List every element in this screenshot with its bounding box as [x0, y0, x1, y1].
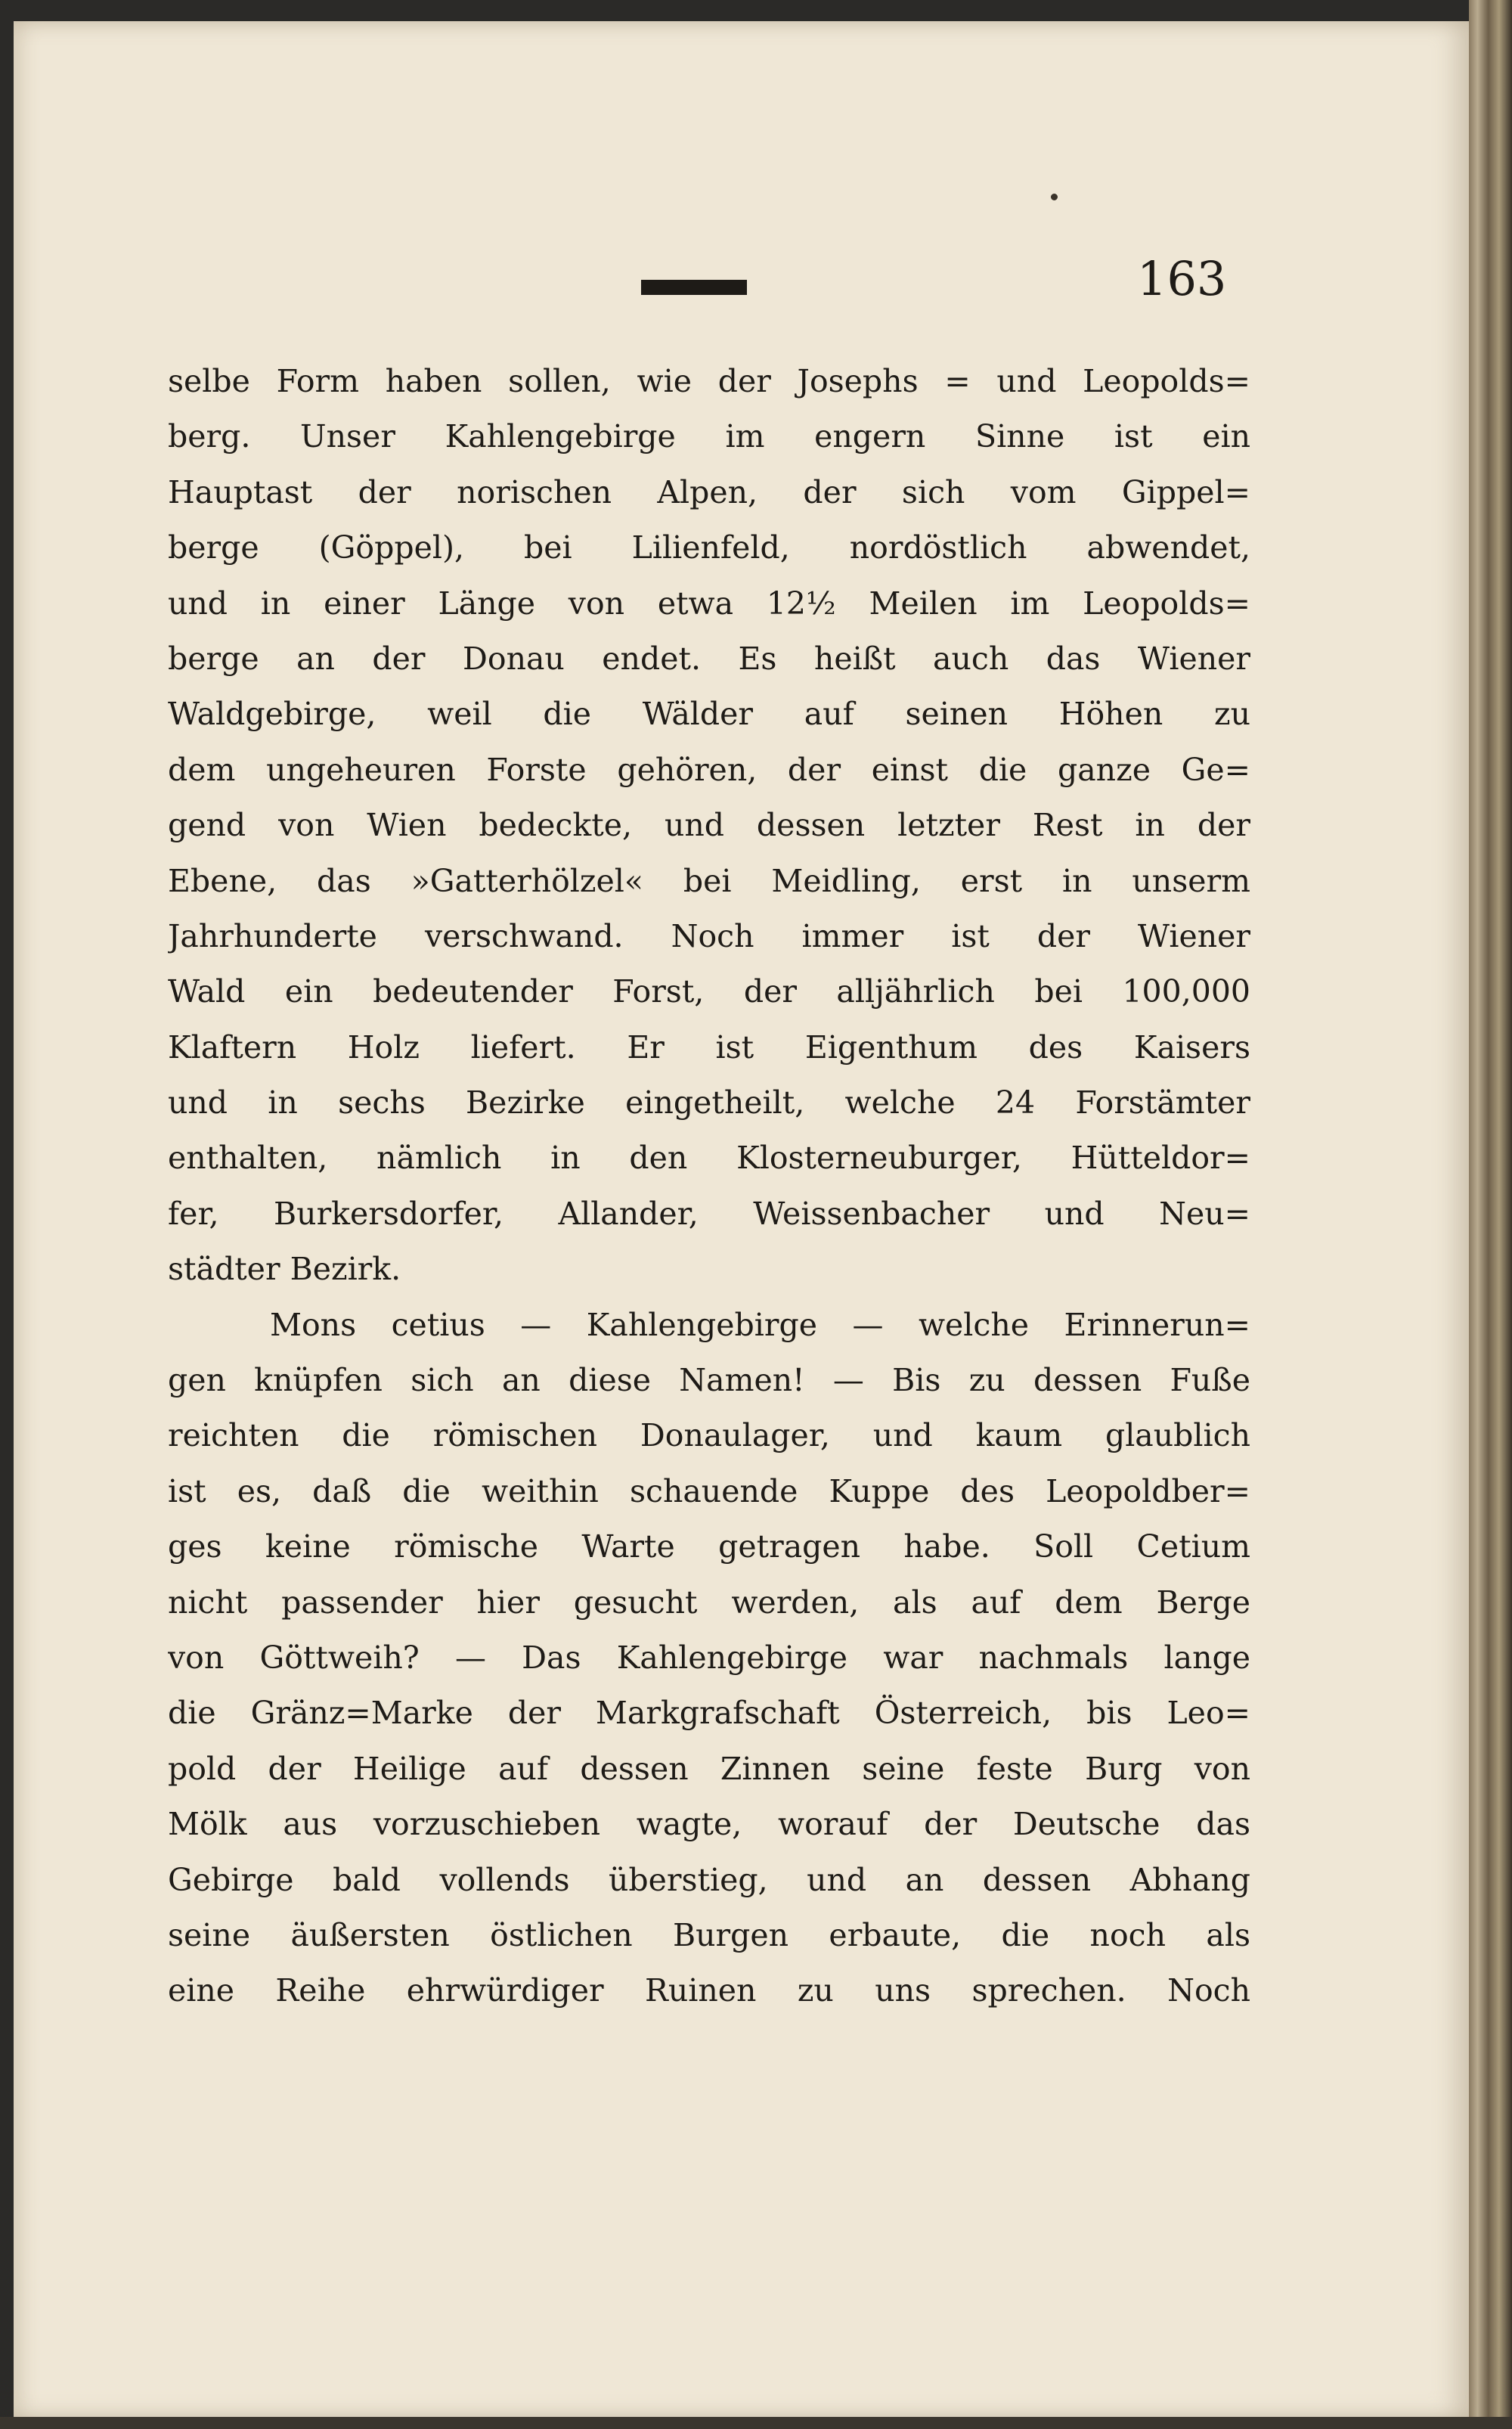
- text-line: und in sechs Bezirke eingetheilt, welche 24 Forstämter: [168, 1084, 1250, 1121]
- text-line: berge (Göppel), bei Lilienfeld, nordöstlich abwendet,: [168, 529, 1250, 566]
- text-line: eine Reihe ehrwürdiger Ruinen zu uns sprechen. Noch: [168, 1972, 1250, 2009]
- text-line: seine äußersten östlichen Burgen erbaute, die noch als: [168, 1916, 1250, 1953]
- page-number: 163: [1137, 251, 1227, 306]
- header-rule: [641, 280, 747, 295]
- ink-spot: [1051, 194, 1058, 200]
- book-fore-edge: [1469, 0, 1512, 2429]
- text-line: ges keine römische Warte getragen habe. Soll Cetium: [168, 1528, 1250, 1565]
- text-line: pold der Heilige auf dessen Zinnen seine feste Burg von: [168, 1750, 1250, 1787]
- text-line: dem ungeheuren Forste gehören, der einst die ganze Ge=: [168, 751, 1250, 788]
- text-line: und in einer Länge von etwa 12½ Meilen im Leopolds=: [168, 585, 1250, 622]
- text-line: die Gränz=Marke der Markgrafschaft Österreich, bis Leo=: [168, 1695, 1250, 1732]
- text-line: Ebene, das »Gatterhölzel« bei Meidling, erst in unserm: [168, 862, 1250, 899]
- text-line: von Göttweih? — Das Kahlengebirge war nachmals lange: [168, 1639, 1250, 1676]
- text-line: reichten die römischen Donaulager, und kaum glaublich: [168, 1417, 1250, 1454]
- text-line: nicht passender hier gesucht werden, als auf dem Berge: [168, 1584, 1250, 1621]
- text-line: Hauptast der norischen Alpen, der sich vom Gippel=: [168, 473, 1250, 510]
- text-line: ist es, daß die weithin schauende Kuppe des Leopoldber=: [168, 1472, 1250, 1509]
- text-line: Mölk aus vorzuschieben wagte, worauf der Deutsche das: [168, 1806, 1250, 1843]
- body-text: [168, 354, 1250, 2019]
- text-line: berge an der Donau endet. Es heißt auch das Wiener: [168, 640, 1250, 677]
- text-line: städter Bezirk.: [168, 1251, 401, 1288]
- text-line: Wald ein bedeutender Forst, der alljährlich bei 100,000: [168, 973, 1250, 1010]
- text-line: Mons cetius — Kahlengebirge — welche Erinnerun=: [270, 1306, 1250, 1343]
- text-line: gen knüpfen sich an diese Namen! — Bis zu dessen Fuße: [168, 1362, 1250, 1399]
- text-line: Gebirge bald vollends überstieg, und an dessen Abhang: [168, 1861, 1250, 1898]
- scan-bottom-edge: [0, 2417, 1512, 2429]
- text-line: Klaftern Holz liefert. Er ist Eigenthum des Kaisers: [168, 1028, 1250, 1066]
- text-line: berg. Unser Kahlengebirge im engern Sinne ist ein: [168, 418, 1250, 455]
- text-line: selbe Form haben sollen, wie der Josephs = und Leopolds=: [168, 363, 1250, 399]
- text-line: enthalten, nämlich in den Klosterneuburger, Hütteldor=: [168, 1140, 1250, 1177]
- text-line: Waldgebirge, weil die Wälder auf seinen Höhen zu: [168, 696, 1250, 733]
- text-line: gend von Wien bedeckte, und dessen letzter Rest in der: [168, 807, 1250, 844]
- text-line: fer, Burkersdorfer, Allander, Weissenbacher und Neu=: [168, 1195, 1250, 1232]
- text-line: Jahrhunderte verschwand. Noch immer ist der Wiener: [168, 917, 1250, 954]
